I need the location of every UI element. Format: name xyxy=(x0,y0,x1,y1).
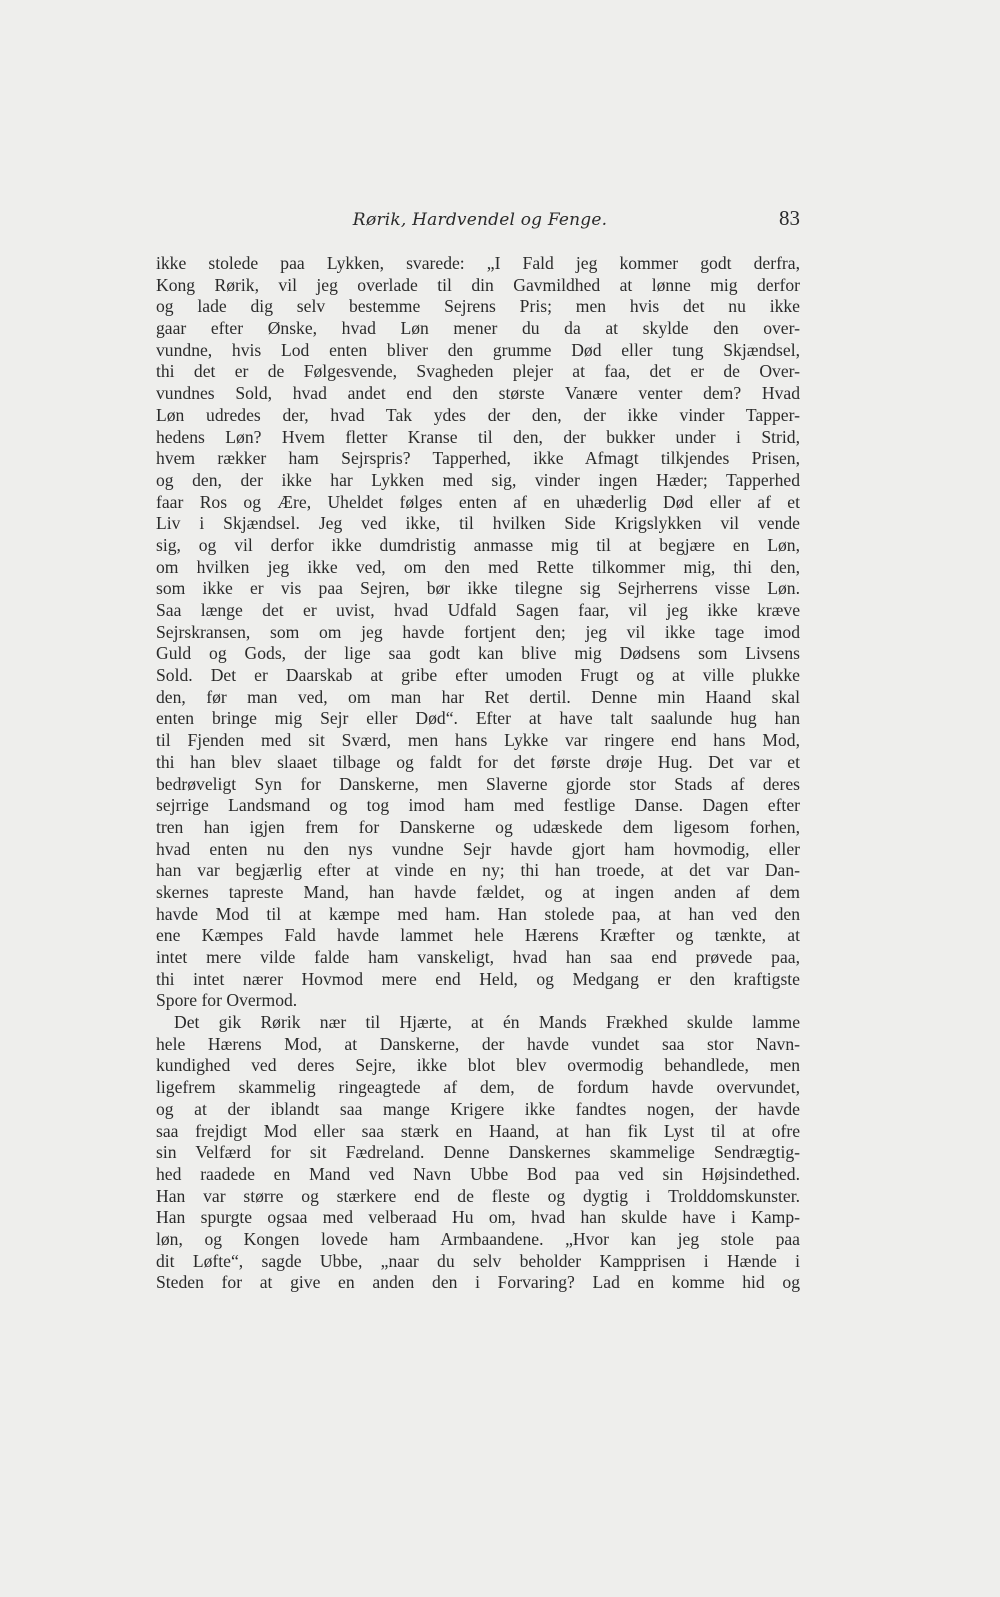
page-number: 83 xyxy=(779,206,800,230)
text-line: kundighed ved deres Sejre, ikke blot blev overmodig behandlede, men xyxy=(156,1055,800,1076)
text-line: ikke stolede paa Lykken, svarede: „I Fald jeg kommer godt derfra, xyxy=(156,253,800,273)
text-line: Guld og Gods, der lige saa godt kan blive mig Dødsens som Livsens xyxy=(156,643,800,664)
text-line: thi det er de Følgesvende, Svagheden plejer at faa, det er de Over- xyxy=(156,361,800,382)
text-line: gaar efter Ønske, hvad Løn mener du da at skylde den over- xyxy=(156,318,800,339)
text-line: Han var større og stærkere end de fleste og dygtig i Trolddomskunster. xyxy=(156,1185,800,1206)
body-text xyxy=(156,253,800,1294)
text-line: hvad enten nu den nys vundne Sejr havde gjort ham hovmodig, eller xyxy=(156,838,800,859)
text-line: vundnes Sold, hvad andet end den største Vanære venter dem? Hvad xyxy=(156,383,800,404)
text-line: hedens Løn? Hvem fletter Kranse til den, der bukker under i Strid, xyxy=(156,426,800,447)
text-line: hed raadede en Mand ved Navn Ubbe Bod paa ved sin Højsindethed. xyxy=(156,1163,800,1184)
text-line: saa frejdigt Mod eller saa stærk en Haand, at han fik Lyst til at ofre xyxy=(156,1120,800,1141)
text-line: bedrøveligt Syn for Danskerne, men Slaverne gjorde stor Stads af deres xyxy=(156,773,800,794)
text-line: sig, og vil derfor ikke dumdristig anmasse mig til at begjære en Løn, xyxy=(156,534,800,555)
text-line: enten bringe mig Sejr eller Død“. Efter at have talt saalunde hug han xyxy=(156,708,800,729)
text-line: thi han blev slaaet tilbage og faldt for det første drøje Hug. Det var et xyxy=(156,751,800,772)
text-line: og den, der ikke har Lykken med sig, vinder ingen Hæder; Tapperhed xyxy=(156,469,800,490)
text-line: Løn udredes der, hvad Tak ydes der den, der ikke vinder Tapper- xyxy=(156,404,800,425)
text-line: Liv i Skjændsel. Jeg ved ikke, til hvilken Side Krigslykken vil vende xyxy=(156,513,800,534)
text-line: havde Mod til at kæmpe med ham. Han stolede paa, at han ved den xyxy=(156,903,800,924)
text-line: faar Ros og Ære, Uheldet følges enten af en uhæderlig Død eller af et xyxy=(156,491,800,512)
text-line: løn, og Kongen lovede ham Armbaandene. „Hvor kan jeg stole paa xyxy=(156,1228,800,1249)
text-line: og lade dig selv bestemme Sejrens Pris; men hvis det nu ikke xyxy=(156,296,800,317)
text-line: tren han igjen frem for Danskerne og udæskede dem ligesom forhen, xyxy=(156,816,800,837)
text-line: om hvilken jeg ikke ved, om den med Rette tilkommer mig, thi den, xyxy=(156,556,800,577)
text-line: Kong Rørik, vil jeg overlade til din Gavmildhed at lønne mig derfor xyxy=(156,274,800,295)
text-line: Spore for Overmod. xyxy=(156,990,298,1011)
text-line: Saa længe det er uvist, hvad Udfald Sagen faar, vil jeg ikke kræve xyxy=(156,600,800,620)
text-line: Sejrskransen, som om jeg havde fortjent den; jeg vil ikke tage imod xyxy=(156,621,800,642)
text-line: og at der iblandt saa mange Krigere ikke fandtes nogen, der havde xyxy=(156,1098,800,1119)
text-line: Steden for at give en anden den i Forvaring? Lad en komme hid og xyxy=(156,1272,800,1293)
text-line: hvem rækker ham Sejrspris? Tapperhed, ikke Afmagt tilkjendes Prisen, xyxy=(156,448,800,469)
text-line: sin Velfærd for sit Fædreland. Denne Danskernes skammelige Sendrægtig- xyxy=(156,1142,800,1163)
text-line: sejrrige Landsmand og tog imod ham med festlige Danse. Dagen efter xyxy=(156,795,800,816)
text-line: vundne, hvis Lod enten bliver den grumme Død eller tung Skjændsel, xyxy=(156,339,800,360)
text-line: han var begjærlig efter at vinde en ny; thi han troede, at det var Dan- xyxy=(156,860,800,881)
text-line: thi intet nærer Hovmod mere end Held, og Medgang er den kraftigste xyxy=(156,968,800,989)
running-title: Rørik, Hardvendel og Fenge. xyxy=(352,210,608,230)
text-line: dit Løfte“, sagde Ubbe, „naar du selv beholder Kampprisen i Hænde i xyxy=(156,1250,800,1271)
text-line: intet mere vilde falde ham vanskeligt, hvad han saa end prøvede paa, xyxy=(156,947,800,967)
text-line: Han spurgte ogsaa med velberaad Hu om, hvad han skulde have i Kamp- xyxy=(156,1207,800,1228)
text-line: den, før man ved, om man har Ret dertil. Denne min Haand skal xyxy=(156,686,800,707)
text-line: Det gik Rørik nær til Hjærte, at én Mands Frækhed skulde lamme xyxy=(174,1012,800,1033)
text-line: som ikke er vis paa Sejren, bør ikke tilegne sig Sejrherrens visse Løn. xyxy=(156,578,800,599)
text-line: Sold. Det er Daarskab at gribe efter umoden Frugt og at ville plukke xyxy=(156,665,800,686)
text-line: hele Hærens Mod, at Danskerne, der havde vundet saa stor Navn- xyxy=(156,1033,800,1054)
page-header xyxy=(160,206,800,236)
text-line: til Fjenden med sit Sværd, men hans Lykke var ringere end hans Mod, xyxy=(156,730,800,751)
text-line: skernes tapreste Mand, han havde fældet, og at ingen anden af dem xyxy=(156,881,800,902)
text-line: ligefrem skammelig ringeagtede af dem, de fordum havde overvundet, xyxy=(156,1077,800,1098)
text-line: ene Kæmpes Fald havde lammet hele Hærens Kræfter og tænkte, at xyxy=(156,925,800,946)
